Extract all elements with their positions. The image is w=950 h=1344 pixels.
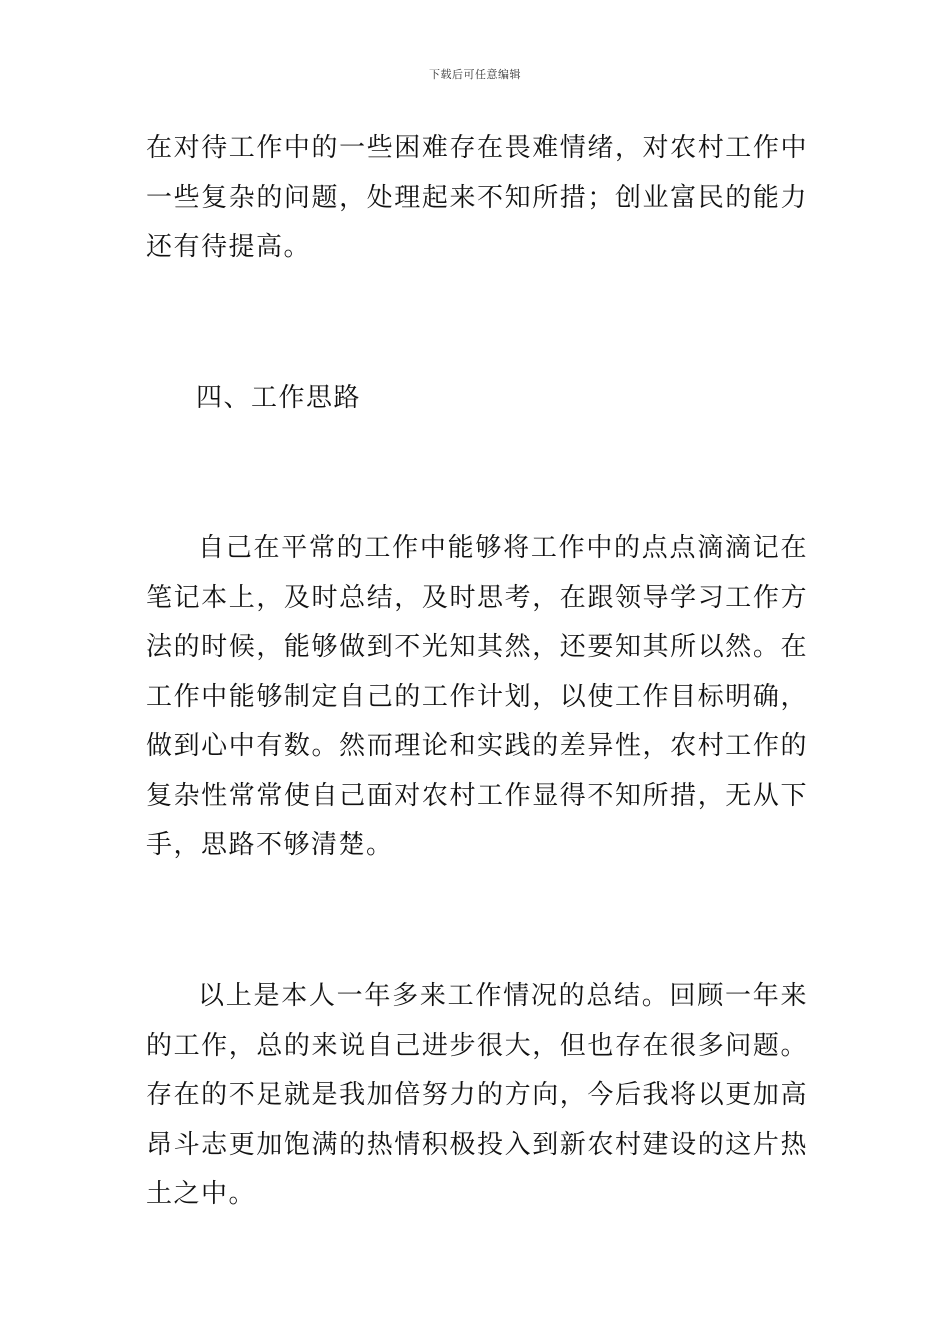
header-note: 下载后可任意编辑: [429, 68, 521, 81]
section-heading: 四、工作思路: [196, 383, 362, 413]
paragraph-work-approach: 自己在平常的工作中能够将工作中的点点滴滴记在笔记本上，及时总结，及时思考，在跟领导学习工作方法的时候，能够做到不光知其然，还要知其所以然。在工作中能够制定自己的工作计划，以使工作目标明确，做到心中有数。然而理论和实践的差异性，农村工作的复杂性常常使自己面对农村工作显得不知所措，无从下手，思路不够清楚。: [146, 533, 808, 860]
paragraph-summary: 以上是本人一年多来工作情况的总结。回顾一年来的工作，总的来说自己进步很大，但也存在很多问题。存在的不足就是我加倍努力的方向，今后我将以更加高昂斗志更加饱满的热情积极投入到新农村建设的这片热土之中。: [146, 981, 808, 1209]
paragraph-difficulties: 在对待工作中的一些困难存在畏难情绪，对农村工作中一些复杂的问题，处理起来不知所措；创业富民的能力还有待提高。: [146, 133, 808, 262]
